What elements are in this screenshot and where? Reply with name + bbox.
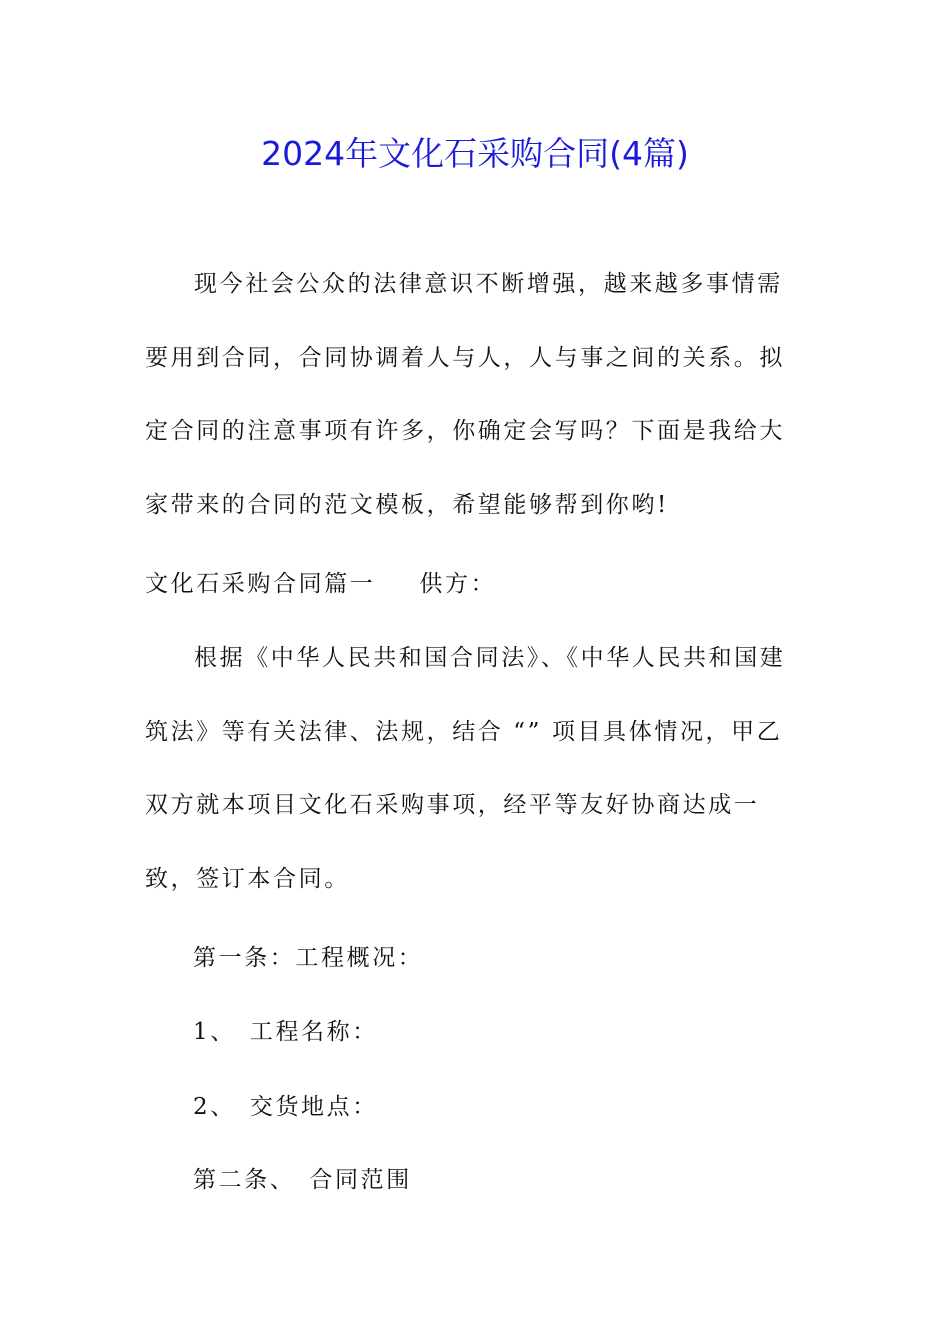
article-2-number: 第二条、 [193,1167,296,1193]
article-1-heading: 第一条：工程概况： [193,945,424,971]
item-2-line [193,1089,378,1125]
section-heading: 文化石采购合同篇一 [145,571,376,597]
intro-paragraph: 现今社会公众的法律意识不断增强，越来越多事情需要用到合同，合同协调着人与人，人与事之间的关系。拟定合同的注意事项有许多，你确定会写吗？下面是我给大家带来的合同的范文模板，希望能够帮到你哟! [145,271,785,518]
item-1-line [193,1014,378,1050]
item-2-text: 交货地点： [249,1094,378,1120]
article-2-heading [193,1162,412,1198]
basis-paragraph: 根据《中华人民共和国合同法》、《中华人民共和国建筑法》等有关法律、法规，结合 “” 项目具体情况，甲乙双方就本项目文化石采购事项，经平等友好协商达成一致，签订本合同。 [145,645,786,892]
document-title: 2024年文化石采购合同(4篇) [261,134,689,173]
supplier-label: 供方： [419,571,497,597]
article-2-text: 合同范围 [309,1167,412,1193]
item-1-number: 1、 [193,1019,236,1045]
section-heading-line [145,548,805,622]
item-1-text: 工程名称： [249,1019,378,1045]
item-2-number: 2、 [193,1094,236,1120]
